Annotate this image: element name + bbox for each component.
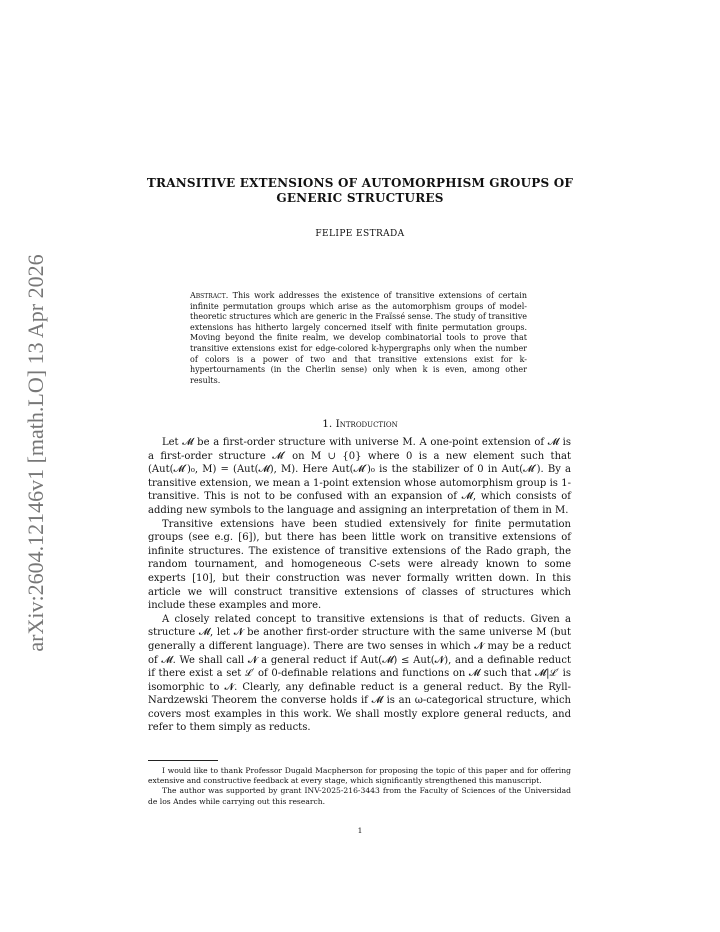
arxiv-side-stamp [22,248,50,658]
page-number: 1 [357,826,363,835]
footnote-rule [148,760,218,761]
paragraph: A closely related concept to transitive extensions is that of reducts. Given a structure 𝓜, let 𝓝 be another first-order structure with the same universe M (but generally a different language). There are two senses in which 𝓝 may be a reduct of 𝓜. We shall call 𝓝 a general reduct if Aut(𝓜) ≤ Aut(𝓝), and a definable reduct if there exist a set ℒ′ of 0-definable relations and functions on 𝓜 such that 𝓜|ℒ′ is isomorphic to 𝓝. Clearly, any definable reduct is a general reduct. By the Ryll-Nardzewski Theorem the converse holds if 𝓜 is an ω-categorical structure, which covers most examples in this work. We shall mostly explore general reducts, and refer to them simply as reducts. [148,613,571,734]
paragraph: Let 𝓜 be a first-order structure with universe M. A one-point extension of 𝓜 is a first-order structure 𝓜′ on M ∪ {0} where 0 is a new element such that (Aut(𝓜′)₀, M) = (Aut(𝓜), M). Here Aut(𝓜′)₀ is the stabilizer of 0 in Aut(𝓜′). By a transitive extension, we mean a 1-point extension whose automorphism group is 1-transitive. This is not to be confused with an expansion of 𝓜, which consists of adding new symbols to the language and assigning an interpretation of them in M. [148,437,571,516]
section-heading: 1. Introduction [322,418,398,430]
paragraph: Transitive extensions have been studied extensively for finite permutation groups (see e.g. [6]), but there has been little work on transitive extensions of infinite structures. The existence of transitive extensions of the Rado graph, the random tournament, and homogeneous C-sets were already known to some experts [10], but their construction was never formally written down. In this article we will construct transitive extensions of classes of structures which include these examples and more. [148,518,571,612]
paper-title: TRANSITIVE EXTENSIONS OF AUTOMORPHISM GROUPS OF GENERIC STRUCTURES [146,176,574,205]
footnote: I would like to thank Professor Dugald Macpherson for proposing the topic of this paper and for offering extensive and constructive feedback at every stage, which significantly strengthened this manuscript. [148,766,571,786]
arxiv-identifier: arXiv:2604.12146v1 [math.LO] 13 Apr 2026 [23,254,48,652]
author-name: FELIPE ESTRADA [315,229,405,239]
footnotes [148,766,571,807]
abstract-label: Abstract. [190,291,229,300]
body-text [148,436,571,735]
footnote: The author was supported by grant INV-2025-216-3443 from the Faculty of Sciences of the Universidad de los Andes while carrying out this research. [148,786,571,806]
abstract-text: This work addresses the existence of transitive extensions of certain infinite permutation groups which arise as the automorphism groups of model-theoretic structures which are generic in the Fraïssé sense. The study of transitive extensions has hitherto largely concerned itself with finite permutation groups. Moving beyond the finite realm, we develop combinatorial tools to prove that transitive extensions exist for edge-colored k-hypergraphs only when the number of colors is a power of two and that transitive extensions exist for k-hypertournaments (in the Cherlin sense) only when k is even, among other results. [190,291,527,385]
abstract [190,291,527,386]
